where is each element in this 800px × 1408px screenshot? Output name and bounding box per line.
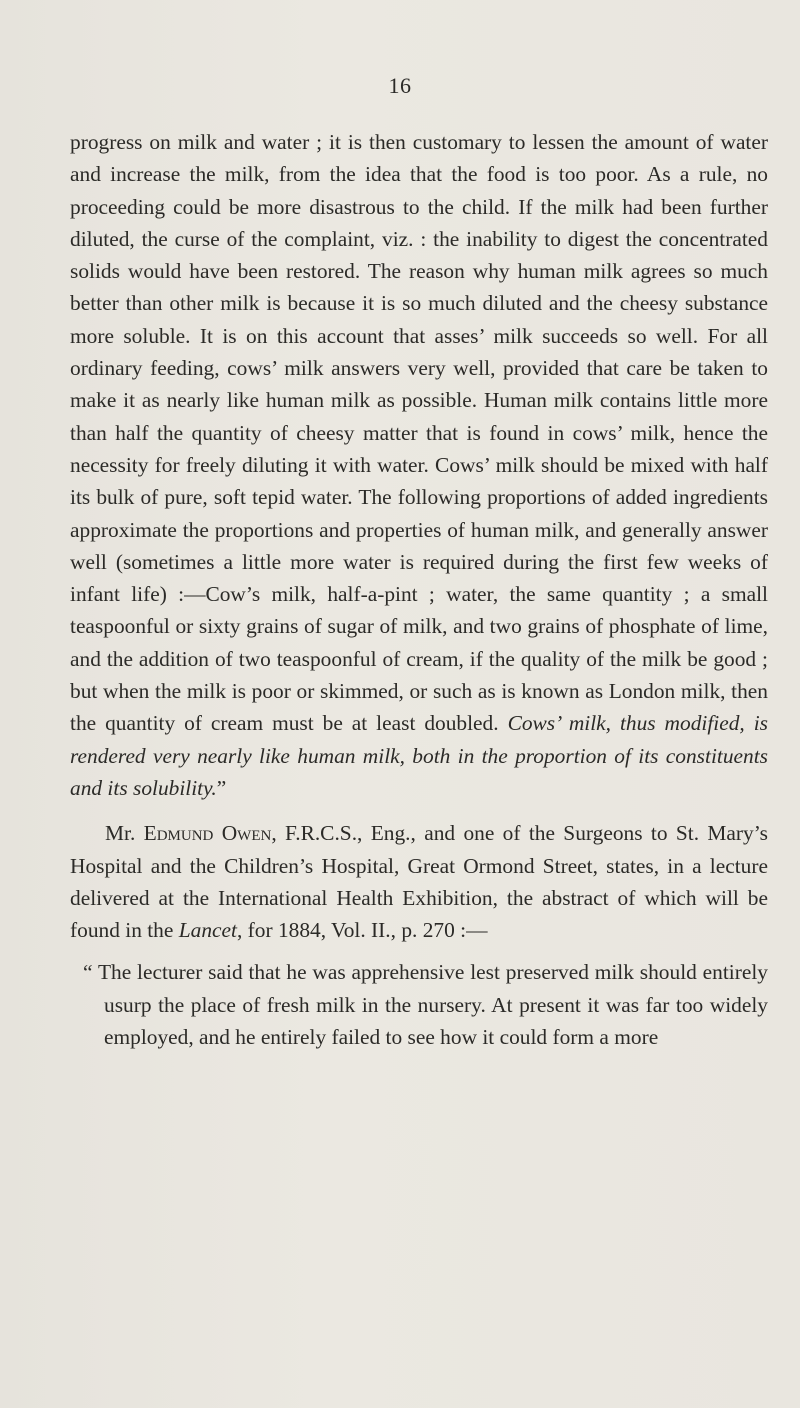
- journal-title: Lancet: [178, 918, 237, 943]
- title-prefix: Mr.: [105, 821, 136, 846]
- paragraph-milk-dilution: [70, 126, 768, 804]
- citation-text: , for 1884, Vol. II., p. 270 :—: [236, 918, 488, 943]
- italic-conclusion: Cows’ milk, thus modified, is rendered very nearly like human milk, both in the proportion of its constituents and its solubility.: [70, 711, 768, 800]
- page-number: 16: [388, 73, 412, 98]
- closing-quote: ”: [216, 775, 227, 800]
- body-text: [70, 126, 768, 1053]
- paragraph-text: progress on milk and water ; it is then customary to lessen the amount of water and increase the milk, from the idea that the food is too poor. As a rule, no proceeding could be more disastrous to the child. If the milk had been further diluted, the curse of the complaint, viz. : the inability to digest the concentrated solids would have been restored. The reason why human milk agrees so much better than other milk is because it is so much diluted and the cheesy substance more soluble. It is on this account that asses’ milk succeeds so well. For all ordinary feeding, cows’ milk answers very well, provided that care be taken to make it as nearly like human milk as possible. Human milk contains little more than half the quantity of cheesy matter that is found in cows’ milk, hence the necessity for freely diluting it with water. Cows’ milk should be mixed with half its bulk of pure, soft tepid water. The following proportions of added ingredients approximate the proportions and properties of human milk, and generally answer well (sometimes a little more water is required during the first few weeks of infant life) :—Cow’s milk, half-a-pint ; water, the same quantity ; a small teaspoonful or sixty grains of sugar of milk, and two grains of phosphate of lime, and the addition of two teaspoonful of cream, if the quality of the milk be good ; but when the milk is poor or skimmed, or such as is known as London milk, then the quantity of cream must be at least doubled.: [70, 130, 768, 736]
- author-name: Edmund Owen: [143, 821, 272, 846]
- paragraph-text: , F.R.C.S., Eng., and one of the Surgeons to St. Mary’s Hospital and the Children’s Hospital, Great Ormond Street, states, in a lecture delivered at the International Health Exhibition, the abstract of which will be found in the: [70, 821, 768, 943]
- paragraph-owen-lecture: [70, 817, 768, 946]
- block-quote-lecture: “ The lecturer said that he was apprehensive lest preserved milk should entirely usurp the place of fresh milk in the nursery. At present it was far too widely employed, and he entirely failed to see how it could form a more: [83, 960, 768, 1050]
